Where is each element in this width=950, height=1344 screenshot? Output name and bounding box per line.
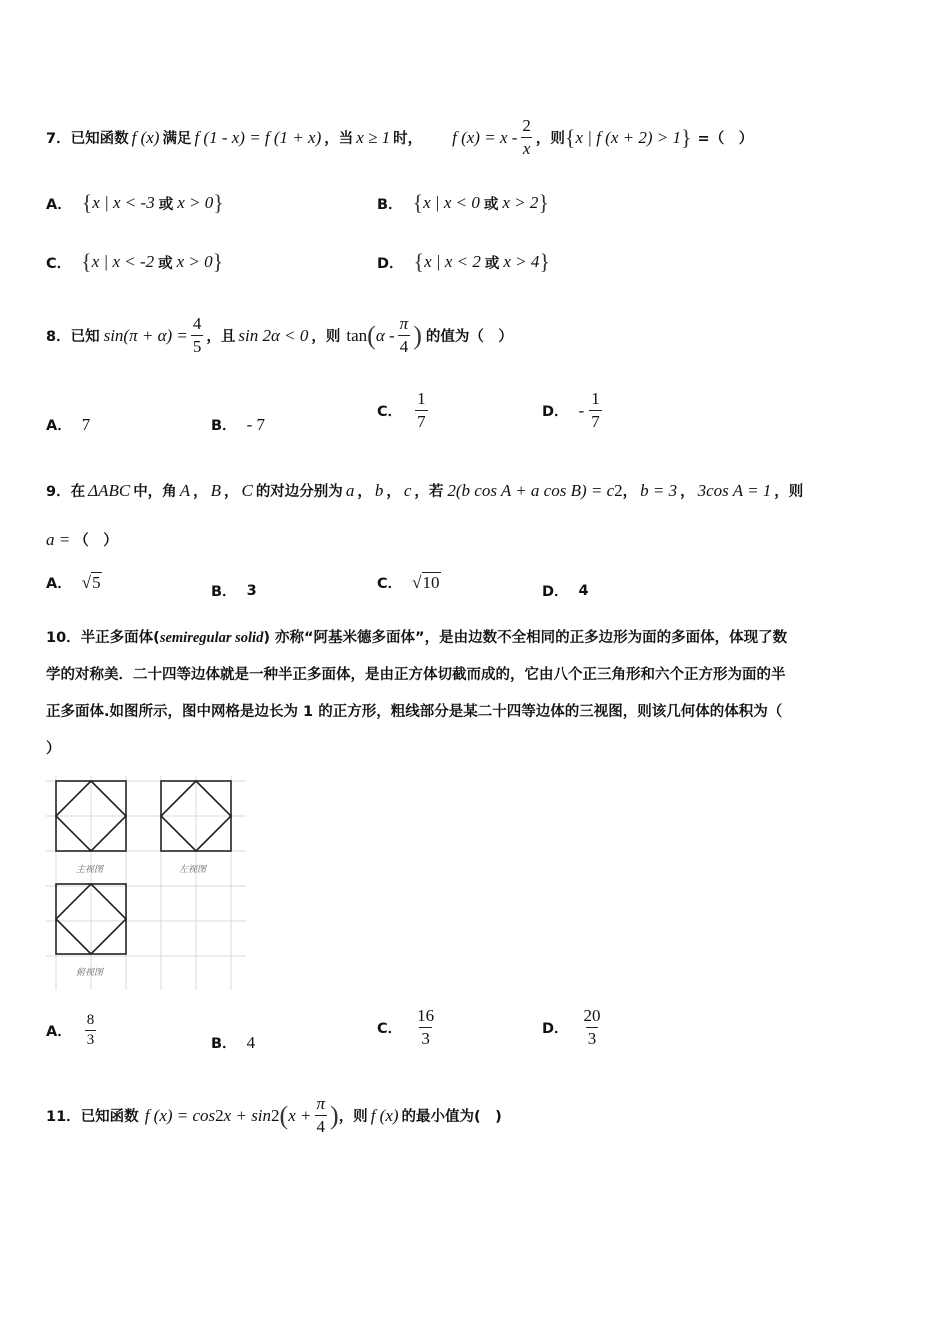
q7-option-b[interactable]: B． { x | x < 0 或 x > 2 }	[377, 190, 549, 215]
q7-option-c[interactable]: C． { x | x < -2 或 x > 0 }	[46, 249, 224, 274]
q9-option-d[interactable]: D． 4	[542, 582, 589, 600]
grid-lines	[46, 776, 246, 990]
q9-equation: 2(b cos A + a cos B) = c	[447, 480, 615, 500]
q7-option-d[interactable]: D． { x | x < 2 或 x > 4 }	[377, 249, 550, 274]
q7-condition: f (1 - x) = f (1 + x)	[194, 127, 322, 147]
q7-function: f (x)	[131, 127, 160, 147]
q8-number: 8．	[46, 329, 71, 345]
q9-stem: 9． 在 ΔABC 中，角 A ， B ， C 的对边分别为 a ， b ， c ，若 2(b cos A + a cos B) = c 2 ， b = 3 ， 3cos A = 1 ，则	[46, 480, 804, 500]
caption-top: 俯视图	[76, 968, 104, 978]
q9-option-a[interactable]: A． √5	[46, 572, 101, 592]
q10-stem: 10．半正多面体(semiregular solid) 亦称“阿基米德多面体”，是由边数不全相同的正多边形为面的多面体，体现了数 学的对称美．二十四等边体就是一种半正多面体，是由正方体切截而成的，它由八个正三角形和六个正方形为面的半 正多面体.如图所示，图中网格是边长为 1 的正方形，粗线部分是某二十四等边体的三视图，则该几何体的体积为（ ）	[46, 630, 788, 757]
q10-option-d[interactable]: D． $\frac{20}{3}$	[542, 1006, 601, 1048]
q9-option-b[interactable]: B． 3	[211, 582, 257, 600]
three-view-figure	[46, 776, 246, 990]
q7-fdef: f (x) = x -	[452, 127, 518, 147]
q10-option-c[interactable]: C． $\frac{16}{3}$	[377, 1006, 435, 1048]
q8-option-c[interactable]: C． $\frac{1}{7}$	[377, 389, 426, 431]
q7-fraction: $\frac{2}{x}$	[522, 116, 531, 158]
q10-option-a[interactable]: A． $\frac{8}{3}$	[46, 1012, 95, 1048]
q7-option-a[interactable]: A． { x | x < -3 或 x > 0 }	[46, 190, 224, 215]
q9-stem-line2: a = （ ）	[46, 529, 118, 549]
q8-stem: 8． 已知 sin(π + α) = $\frac{4}{5}$ ，且 sin 2α < 0 ，则 tan ( α - $\frac{\pi}{4}$ ) 的值为（ ）	[46, 314, 513, 356]
q7-set: x | f (x + 2) > 1	[575, 127, 681, 147]
q10-option-b[interactable]: B． 4	[211, 1032, 256, 1052]
q9-number: 9．	[46, 484, 71, 500]
q8-option-b[interactable]: B． - 7	[211, 414, 265, 434]
q7-stem: 7． 已知函数 f (x) 满足 f (1 - x) = f (1 + x) ，当 x ≥ 1 时， f (x) = x - $\frac{2}{x}$ ，则 { x | f (x + 2) > 1 } =（ ）	[46, 116, 754, 158]
q9-option-c[interactable]: C． √10	[377, 572, 440, 592]
q11-number: 11．	[46, 1109, 81, 1125]
caption-side: 左视图	[179, 865, 207, 875]
q7-number: 7．	[46, 131, 71, 147]
caption-front: 主视图	[76, 865, 104, 875]
q8-option-d[interactable]: D． - $\frac{1}{7}$	[542, 389, 600, 431]
q8-option-a[interactable]: A． 7	[46, 414, 91, 434]
q11-stem: 11． 已知函数 f (x) = cos 2 x + sin 2 ( x + $\frac{\pi}{4}$ ) ，则 f (x) 的最小值为( )	[46, 1094, 502, 1136]
